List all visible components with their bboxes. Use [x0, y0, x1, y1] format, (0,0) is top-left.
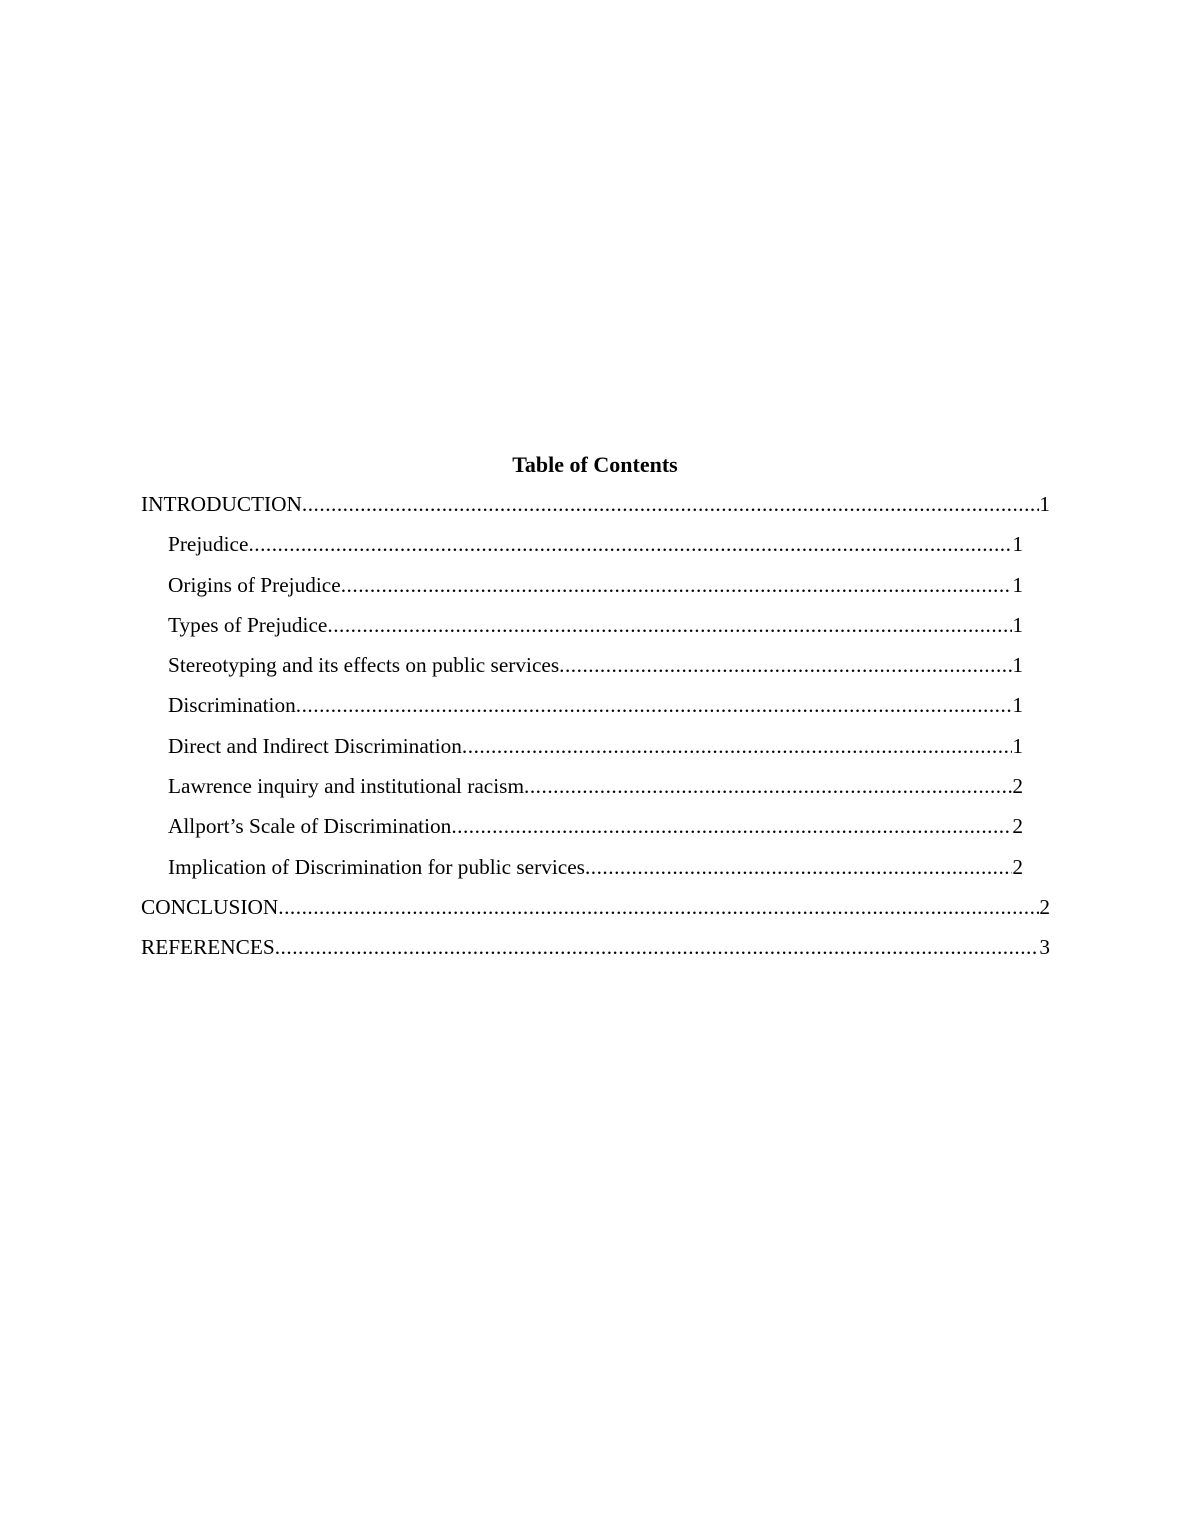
toc-entry-page-number: 1	[1012, 693, 1023, 718]
toc-entry-types-of-prejudice[interactable]	[168, 611, 1023, 651]
dot-leader	[278, 893, 1039, 921]
toc-entry-label: Discrimination	[168, 693, 296, 718]
dot-leader	[524, 772, 1012, 800]
toc-entry-introduction[interactable]	[141, 490, 1050, 530]
toc-entry-label: Origins of Prejudice	[168, 572, 341, 597]
toc-entry-lawrence-inquiry[interactable]	[168, 772, 1023, 812]
toc-entry-label: REFERENCES	[141, 935, 275, 960]
toc-entry-page-number: 3	[1039, 935, 1050, 960]
toc-entry-label: Implication of Discrimination for public services	[168, 854, 585, 879]
toc-entry-conclusion[interactable]	[141, 893, 1050, 933]
dot-leader	[341, 571, 1013, 599]
toc-entry-label: CONCLUSION	[141, 894, 279, 919]
toc-entry-page-number: 1	[1012, 733, 1023, 758]
toc-entry-stereotyping[interactable]	[168, 651, 1023, 691]
dot-leader	[248, 530, 1012, 558]
toc-entry-allports-scale[interactable]	[168, 812, 1023, 852]
toc-entry-page-number: 2	[1039, 894, 1050, 919]
toc-entry-label: Types of Prejudice	[168, 612, 328, 637]
toc-entry-origins-of-prejudice[interactable]	[168, 571, 1023, 611]
toc-entry-implication-of-discrimination[interactable]	[168, 853, 1023, 893]
toc-entry-page-number: 1	[1012, 572, 1023, 597]
toc-entry-page-number: 2	[1012, 854, 1023, 879]
dot-leader	[585, 853, 1012, 881]
toc-entry-page-number: 1	[1039, 492, 1050, 516]
toc-entry-page-number: 1	[1012, 653, 1023, 678]
toc-entry-label: Lawrence inquiry and institutional racism	[168, 774, 525, 799]
dot-leader	[451, 812, 1012, 840]
toc-list	[0, 490, 1190, 974]
toc-entry-direct-indirect-discrimination[interactable]	[168, 732, 1023, 772]
toc-entry-label: Direct and Indirect Discrimination	[168, 733, 462, 758]
dot-leader	[296, 691, 1013, 719]
toc-entry-prejudice[interactable]	[168, 530, 1023, 570]
dot-leader	[302, 490, 1039, 518]
toc-entry-label: Prejudice	[168, 532, 249, 557]
dot-leader	[327, 611, 1012, 639]
dot-leader	[559, 651, 1012, 679]
toc-entry-references[interactable]	[141, 933, 1050, 973]
toc-title: Table of Contents	[512, 452, 678, 477]
toc-entry-label: Stereotyping and its effects on public services	[168, 653, 560, 678]
dot-leader	[275, 933, 1040, 961]
toc-entry-discrimination[interactable]	[168, 691, 1023, 731]
toc-entry-page-number: 1	[1012, 532, 1023, 557]
toc-entry-page-number: 1	[1012, 612, 1023, 637]
toc-entry-page-number: 2	[1012, 774, 1023, 799]
toc-entry-page-number: 2	[1012, 814, 1023, 839]
toc-entry-label: Allport’s Scale of Discrimination	[168, 814, 452, 839]
toc-entry-label: INTRODUCTION	[141, 492, 302, 516]
dot-leader	[462, 732, 1012, 760]
